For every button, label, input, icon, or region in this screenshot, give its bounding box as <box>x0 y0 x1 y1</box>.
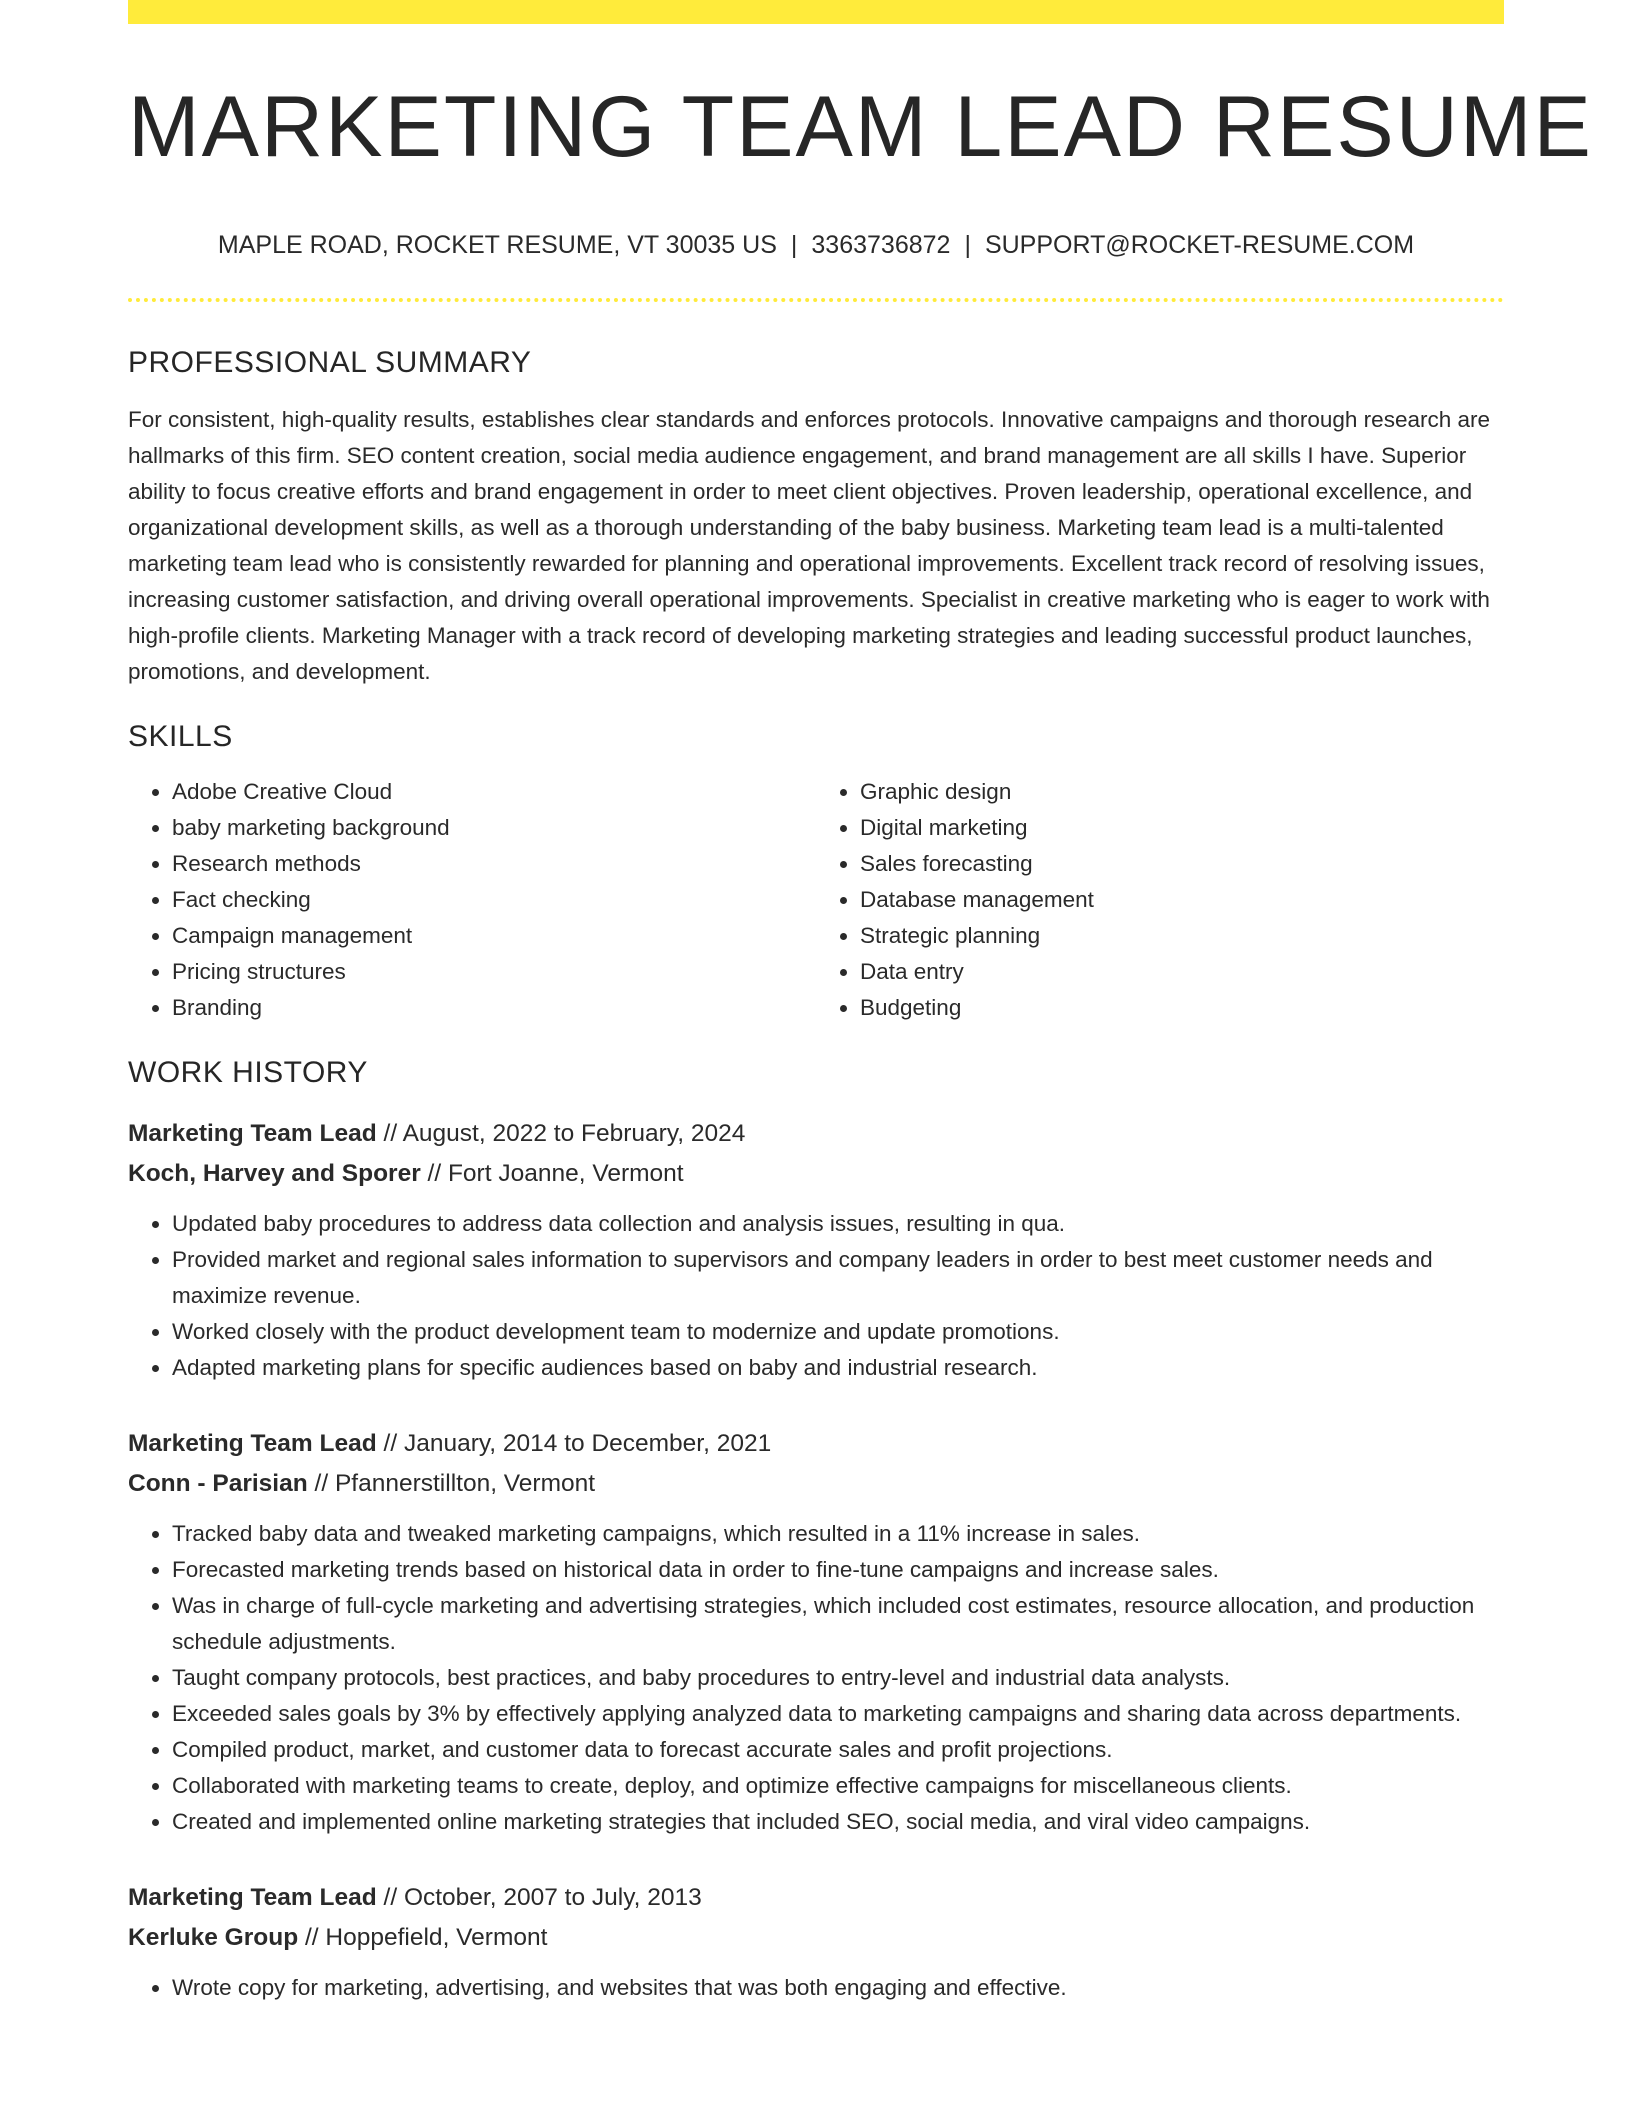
separator: // <box>307 1469 335 1497</box>
work-history-list <box>128 1114 1504 2006</box>
job-entry <box>128 1114 1504 1386</box>
skill-item: • Adobe Creative Cloud <box>172 774 816 810</box>
section-title-work-history: WORK HISTORY <box>128 1055 368 1089</box>
skills-column-left <box>128 774 816 1026</box>
job-company: Conn - Parisian <box>128 1469 308 1497</box>
resume-page <box>128 0 1593 2006</box>
skill-item: • Digital marketing <box>860 810 1504 846</box>
skill-item: • baby marketing background <box>172 810 816 846</box>
job-bullet: • Provided market and regional sales information to supervisors and company leaders in order to best meet customer needs and maximize revenue. <box>172 1242 1504 1314</box>
separator: | <box>964 230 971 259</box>
job-entry <box>128 1424 1504 1840</box>
job-dates: August, 2022 to February, 2024 <box>402 1119 746 1147</box>
job-bullet: • Compiled product, market, and customer data to forecast accurate sales and profit projections. <box>172 1732 1504 1768</box>
skill-item: • Data entry <box>860 954 1504 990</box>
separator: // <box>298 1923 326 1951</box>
job-bullet: • Adapted marketing plans for specific audiences based on baby and industrial research. <box>172 1350 1504 1386</box>
email-link[interactable]: SUPPORT@ROCKET-RESUME.COM <box>984 230 1415 259</box>
skills-list <box>128 774 1504 1026</box>
job-location: Pfannerstillton, Vermont <box>334 1469 596 1497</box>
job-company: Koch, Harvey and Sporer <box>128 1159 421 1187</box>
job-company: Kerluke Group <box>128 1923 299 1951</box>
job-entry <box>128 1878 1504 2006</box>
summary-text: For consistent, high-quality results, establishes clear standards and enforces protocols. Innovative campaigns and thorough research are hallmarks of this firm. SEO content creation, social media audience engagement, and brand management are all skills I have. Superior ability to focus creative efforts and brand engagement in order to meet client objectives. Proven leadership, operational excellence, and organizational development skills, as well as a thorough understanding of the baby business. Marketing team lead is a multi-talented marketing team lead who is consistently rewarded for planning and operational improvements. Excellent track record of resolving issues, increasing customer satisfaction, and driving overall operational improvements. Specialist in creative marketing who is eager to work with high-profile clients. Marketing Manager with a track record of developing marketing strategies and leading successful product launches, promotions, and development. <box>128 406 1490 684</box>
job-bullet: • Updated baby procedures to address data collection and analysis issues, resulting in qua. <box>172 1206 1504 1242</box>
job-role: Marketing Team Lead <box>128 1883 377 1911</box>
separator: // <box>376 1883 404 1911</box>
phone-text: 3363736872 <box>811 230 951 259</box>
job-dates: January, 2014 to December, 2021 <box>403 1429 772 1457</box>
section-title-summary: PROFESSIONAL SUMMARY <box>128 345 532 379</box>
address-text: MAPLE ROAD, ROCKET RESUME, VT 30035 US <box>217 230 777 259</box>
job-bullet: • Forecasted marketing trends based on historical data in order to fine-tune campaigns and increase sales. <box>172 1552 1504 1588</box>
job-bullet: • Wrote copy for marketing, advertising, and websites that was both engaging and effective. <box>172 1970 1504 2006</box>
job-title-line <box>128 1878 1504 1918</box>
skills-column-right <box>816 774 1504 1026</box>
skill-item: • Campaign management <box>172 918 816 954</box>
skill-item: • Budgeting <box>860 990 1504 1026</box>
job-bullet: • Was in charge of full-cycle marketing and advertising strategies, which included cost estimates, resource allocation, and production schedule adjustments. <box>172 1588 1504 1660</box>
job-dates: October, 2007 to July, 2013 <box>403 1883 702 1911</box>
separator: // <box>420 1159 448 1187</box>
skill-item: • Database management <box>860 882 1504 918</box>
resume-title: MARKETING TEAM LEAD RESUME <box>128 79 1593 175</box>
job-bullet: • Exceeded sales goals by 3% by effectively applying analyzed data to marketing campaigns and sharing data across departments. <box>172 1696 1504 1732</box>
job-company-line <box>128 1918 1504 1958</box>
accent-bar <box>128 0 1504 24</box>
section-title-skills: SKILLS <box>128 719 233 753</box>
job-bullet: • Created and implemented online marketing strategies that included SEO, social media, and viral video campaigns. <box>172 1804 1504 1840</box>
job-title-line <box>128 1424 1504 1464</box>
job-bullets <box>128 1970 1504 2006</box>
job-title-line <box>128 1114 1504 1154</box>
job-company-line <box>128 1464 1504 1504</box>
job-location: Fort Joanne, Vermont <box>447 1159 684 1187</box>
skill-item: • Sales forecasting <box>860 846 1504 882</box>
job-bullet: • Collaborated with marketing teams to create, deploy, and optimize effective campaigns for miscellaneous clients. <box>172 1768 1504 1804</box>
job-bullets <box>128 1516 1504 1840</box>
job-bullet: • Taught company protocols, best practices, and baby procedures to entry-level and industrial data analysts. <box>172 1660 1504 1696</box>
skill-item: • Fact checking <box>172 882 816 918</box>
dotted-divider <box>128 298 1504 302</box>
skill-item: • Branding <box>172 990 816 1026</box>
job-bullet: • Tracked baby data and tweaked marketing campaigns, which resulted in a 11% increase in sales. <box>172 1516 1504 1552</box>
job-role: Marketing Team Lead <box>128 1119 377 1147</box>
skill-item: • Research methods <box>172 846 816 882</box>
skill-item: • Graphic design <box>860 774 1504 810</box>
job-location: Hoppefield, Vermont <box>325 1923 548 1951</box>
separator: // <box>376 1429 404 1457</box>
job-bullet: • Worked closely with the product development team to modernize and update promotions. <box>172 1314 1504 1350</box>
skill-item: • Pricing structures <box>172 954 816 990</box>
skill-item: • Strategic planning <box>860 918 1504 954</box>
job-role: Marketing Team Lead <box>128 1429 377 1457</box>
contact-line <box>128 231 1504 260</box>
separator: | <box>790 230 798 259</box>
separator: // <box>376 1119 403 1147</box>
job-bullets <box>128 1206 1504 1386</box>
job-company-line <box>128 1154 1504 1194</box>
